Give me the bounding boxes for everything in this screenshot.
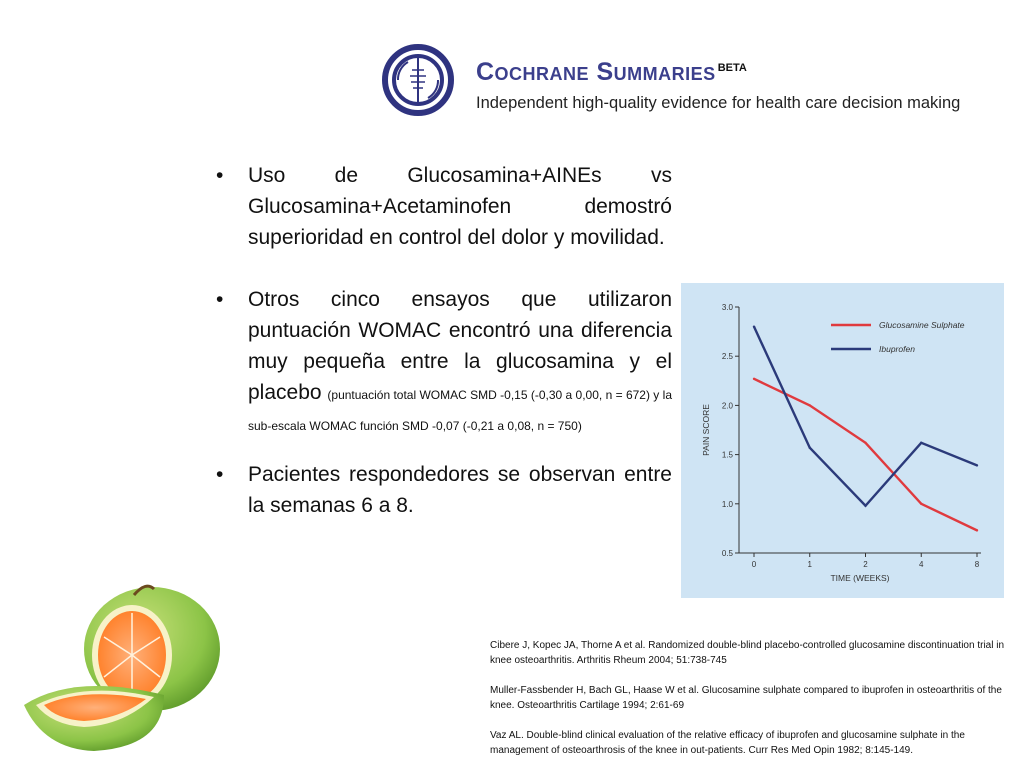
y-tick-label: 1.0 [721, 499, 733, 509]
x-tick-label: 0 [751, 560, 757, 569]
bullet-text: Otros cinco ensayos que utilizaron puntuación WOMAC encontró una diferencia muy pequeña entre la glucosamina y el placebo [248, 288, 672, 404]
reference-item: Cibere J, Kopec JA, Thorne A et al. Randomized double-blind placebo-controlled glucosamine discontinuation trial in knee osteoarthritis. Arthritis Rheum 2004; 51:738-745 [490, 640, 1005, 666]
y-axis-label: PAIN SCORE [701, 404, 711, 456]
x-axis-label: TIME (WEEKS) [830, 573, 890, 583]
y-tick-label: 1.5 [721, 450, 733, 460]
bullet-text: Pacientes respondedores se observan entre la semanas 6 a 8. [248, 463, 672, 517]
data-point [753, 325, 755, 327]
reference-item: Muller-Fassbender H, Bach GL, Haase W et al. Glucosamine sulphate compared to ibuprofen in osteoarthritis of the knee. Osteoarthritis Cartilage 1994; 2:61-69 [490, 685, 1002, 711]
data-point [809, 447, 811, 449]
brand-title-text: Cochrane Summaries [476, 58, 716, 86]
brand-tagline: Independent high-quality evidence for health care decision making [476, 94, 961, 112]
y-tick-label: 2.0 [721, 401, 733, 411]
bullet-list [214, 160, 672, 521]
data-point [864, 442, 866, 444]
bullet-note: (puntuación total WOMAC SMD -0,15 (-0,30 a 0,00, n = 672) y la sub-escala WOMAC función SMD -0,07 (-0,21 a 0,08, n = 750) [248, 388, 672, 433]
y-tick-label: 3.0 [721, 303, 733, 312]
references [490, 638, 1010, 758]
bullet-item [214, 459, 672, 521]
data-point [809, 404, 811, 406]
legend-label: Ibuprofen [879, 344, 915, 354]
series-line-ibuprofen [754, 327, 977, 506]
beta-badge: BETA [717, 61, 747, 74]
apple-orange-image [14, 577, 226, 757]
data-point [753, 378, 755, 380]
data-point [976, 464, 978, 466]
x-tick-label: 8 [974, 560, 980, 569]
cochrane-logo-icon [382, 44, 454, 116]
bullet-text: Uso de Glucosamina+AINEs vs Glucosamina+Acetaminofen demostró superioridad en control del dolor y movilidad. [248, 164, 672, 249]
y-tick-label: 0.5 [721, 549, 733, 558]
x-tick-label: 1 [807, 560, 812, 569]
data-point [976, 529, 978, 531]
x-tick-label: 4 [919, 560, 924, 569]
chart-svg [681, 283, 1004, 598]
data-point [864, 505, 866, 507]
bullet-item [214, 284, 672, 439]
pain-score-chart [681, 283, 1004, 598]
data-point [920, 442, 922, 444]
bullet-item [214, 160, 672, 253]
data-point [920, 503, 922, 505]
legend-label: Glucosamine Sulphate [879, 320, 965, 330]
reference-item: Vaz AL. Double-blind clinical evaluation of the relative efficacy of ibuprofen and glucosamine sulphate in the management of osteoarthrosis of the knee in out-patients. Curr Res Med Opin 1982; 8:145-149. [490, 730, 965, 756]
x-tick-label: 2 [863, 560, 868, 569]
brand-title [476, 58, 747, 87]
y-tick-label: 2.5 [721, 352, 733, 362]
